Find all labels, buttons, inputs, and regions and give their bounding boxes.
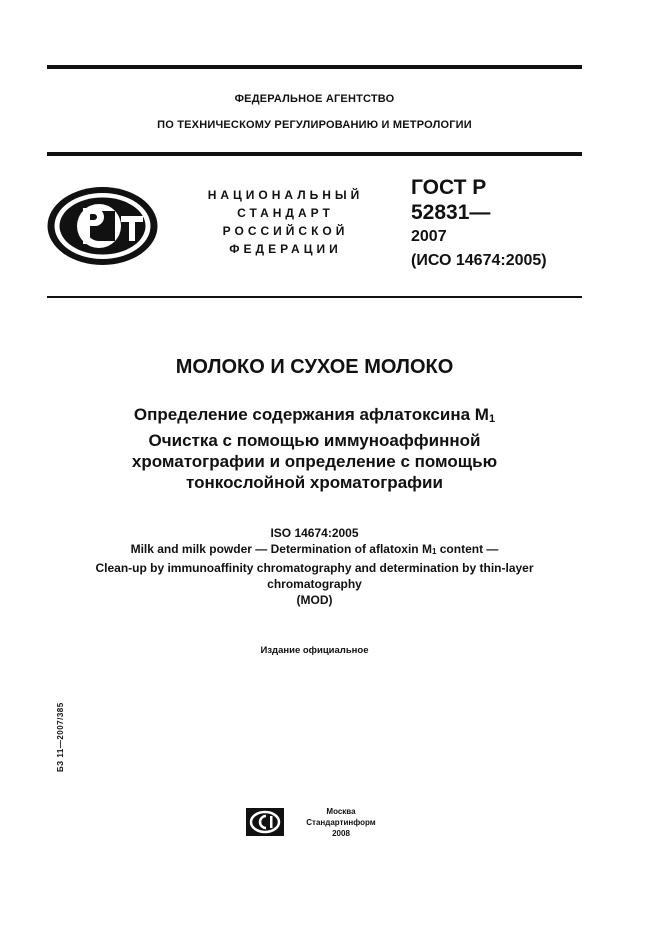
national-line-3: РОССИЙСКОЙ [222,224,349,238]
publisher-block [296,806,386,839]
iso-line-1-post: content — [436,542,499,556]
gost-number-block [411,175,591,273]
gost-prefix: ГОСТ Р [411,176,487,199]
national-line-4: ФЕДЕРАЦИИ [229,242,342,256]
iso-line-1-subscript: 1 [431,547,437,556]
publisher-city: Москва [326,807,356,816]
subtitle-line-3: хроматографии и определение с помощью [131,452,498,471]
gost-year: 2007 [411,228,447,245]
national-standard-label [188,186,383,258]
gost-number: 52831— [411,201,491,224]
iso-line-1 [47,541,582,560]
national-line-1: НАЦИОНАЛЬНЫЙ [207,188,364,202]
subtitle-line-2: Очистка с помощью иммуноаффинной [148,431,481,450]
subtitle-line-1 [47,404,582,430]
document-subtitle [47,404,582,493]
publisher-year: 2008 [332,829,350,838]
iso-line-2: Clean-up by immunoaffinity chromatography and determination by thin-layer [95,561,534,575]
iso-reference-block [47,525,582,608]
subtitle-line-4: тонкослойной хроматографии [186,473,443,492]
block-rule [47,296,582,298]
subtitle-line-1-subscript: 1 [488,413,496,425]
subtitle-line-1-text: Определение содержания афлатоксина М [133,405,489,424]
agency-line-2: ПО ТЕХНИЧЕСКОМУ РЕГУЛИРОВАНИЮ И МЕТРОЛОГИИ [157,119,472,131]
national-line-2: СТАНДАРТ [237,206,334,220]
header-rule [47,152,582,156]
document-title: МОЛОКО И СУХОЕ МОЛОКО [175,356,454,378]
iso-line-1-pre: Milk and milk powder — Determination of aflatoxin M [130,542,432,556]
standartinform-logo-icon [246,808,284,836]
edition-label: Издание официальное [260,645,369,656]
top-rule [47,65,582,69]
rst-logo-icon [45,185,160,267]
gost-iso-ref: (ИСО 14674:2005) [411,252,547,269]
side-registration-code: БЗ 11—2007/385 [56,702,65,772]
iso-line-3: chromatography [267,577,362,591]
iso-code: ISO 14674:2005 [270,526,359,540]
iso-line-4: (MOD) [296,593,333,607]
agency-line-1: ФЕДЕРАЛЬНОЕ АГЕНТСТВО [234,93,395,105]
publisher-name: Стандартинформ [306,818,376,827]
